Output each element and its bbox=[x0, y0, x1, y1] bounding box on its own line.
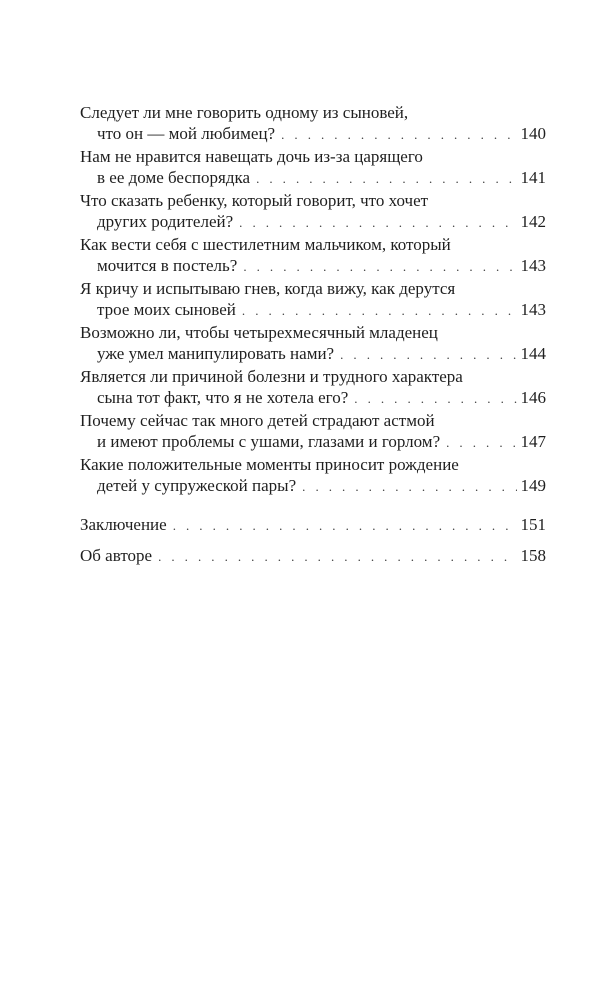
toc-entry[interactable] bbox=[80, 366, 546, 409]
toc-entry-about-author[interactable] bbox=[80, 545, 546, 567]
toc-entry[interactable] bbox=[80, 410, 546, 453]
dot-leader bbox=[446, 432, 516, 453]
toc-entry[interactable] bbox=[80, 322, 546, 365]
dot-leader bbox=[256, 168, 516, 189]
toc-entry-title: Я кричу и испытываю гнев, когда вижу, как дерутся bbox=[80, 279, 456, 298]
toc-entry-title: Как вести себя с шестилетним мальчиком, который bbox=[80, 235, 451, 254]
toc-entry-line bbox=[80, 343, 546, 365]
toc-entry-line bbox=[80, 322, 546, 343]
toc-page-number: 140 bbox=[520, 124, 546, 143]
toc-page-number: 141 bbox=[520, 168, 546, 187]
toc-entry[interactable] bbox=[80, 102, 546, 145]
toc-entry-title: Нам не нравится навещать дочь из-за царящего bbox=[80, 147, 423, 166]
table-of-contents bbox=[80, 102, 546, 568]
dot-leader bbox=[302, 476, 516, 497]
dot-leader bbox=[281, 124, 516, 145]
dot-leader bbox=[340, 344, 516, 365]
toc-page-number: 149 bbox=[520, 476, 546, 495]
toc-entry-title: Об авторе bbox=[80, 546, 153, 565]
toc-page-number: 144 bbox=[520, 344, 546, 363]
toc-entry-title: Следует ли мне говорить одному из сыновей, bbox=[80, 103, 409, 122]
toc-entry-title-cont: трое моих сыновей bbox=[97, 300, 236, 319]
toc-entry-title: Почему сейчас так много детей страдают астмой bbox=[80, 411, 435, 430]
toc-entry-title: Возможно ли, чтобы четырехмесячный младенец bbox=[80, 323, 438, 342]
toc-entry-line bbox=[80, 255, 546, 277]
toc-entry-title: Что сказать ребенку, который говорит, что хочет bbox=[80, 191, 429, 210]
toc-page-number: 143 bbox=[520, 300, 546, 319]
toc-entry[interactable] bbox=[80, 454, 546, 497]
toc-entry-line bbox=[80, 410, 546, 431]
toc-entry-conclusion[interactable] bbox=[80, 514, 546, 536]
dot-leader bbox=[354, 388, 516, 409]
toc-entry[interactable] bbox=[80, 190, 546, 233]
toc-entry-title-cont: что он — мой любимец? bbox=[97, 124, 276, 143]
toc-entry[interactable] bbox=[80, 278, 546, 321]
toc-entry-title-cont: детей у супружеской пары? bbox=[97, 476, 297, 495]
toc-entry-line bbox=[80, 211, 546, 233]
toc-entry-line bbox=[80, 454, 546, 475]
toc-entry[interactable] bbox=[80, 146, 546, 189]
toc-page-number: 151 bbox=[520, 515, 546, 534]
toc-entry-line bbox=[80, 123, 546, 145]
toc-page-number: 158 bbox=[520, 546, 546, 565]
toc-entry-line bbox=[80, 514, 546, 536]
toc-entry-title-cont: сына тот факт, что я не хотела его? bbox=[97, 388, 349, 407]
dot-leader bbox=[173, 515, 517, 536]
dot-leader bbox=[242, 300, 517, 321]
toc-page-number: 143 bbox=[520, 256, 546, 275]
toc-entry-line bbox=[80, 234, 546, 255]
toc-entry-title-cont: других родителей? bbox=[97, 212, 234, 231]
dot-leader bbox=[158, 546, 516, 567]
toc-entry-title-cont: и имеют проблемы с ушами, глазами и горлом? bbox=[97, 432, 441, 451]
toc-entry-line bbox=[80, 366, 546, 387]
toc-page-number: 147 bbox=[520, 432, 546, 451]
dot-leader bbox=[239, 212, 516, 233]
toc-page-number: 146 bbox=[520, 388, 546, 407]
toc-entry-title-cont: уже умел манипулировать нами? bbox=[97, 344, 335, 363]
toc-entry-title: Какие положительные моменты приносит рождение bbox=[80, 455, 459, 474]
toc-entry-line bbox=[80, 431, 546, 453]
toc-entry-line bbox=[80, 190, 546, 211]
toc-entry-title-cont: в ее доме беспорядка bbox=[97, 168, 251, 187]
toc-entry[interactable] bbox=[80, 234, 546, 277]
toc-entry-line bbox=[80, 475, 546, 497]
toc-entry-title-cont: мочится в постель? bbox=[97, 256, 238, 275]
toc-entry-line bbox=[80, 387, 546, 409]
dot-leader bbox=[243, 256, 516, 277]
toc-entry-line bbox=[80, 545, 546, 567]
toc-entry-line bbox=[80, 167, 546, 189]
toc-entry-line bbox=[80, 102, 546, 123]
toc-entry-title: Заключение bbox=[80, 515, 167, 534]
toc-entry-line bbox=[80, 299, 546, 321]
toc-entry-line bbox=[80, 146, 546, 167]
toc-entry-title: Является ли причиной болезни и трудного характера bbox=[80, 367, 463, 386]
toc-page-number: 142 bbox=[520, 212, 546, 231]
toc-entry-line bbox=[80, 278, 546, 299]
